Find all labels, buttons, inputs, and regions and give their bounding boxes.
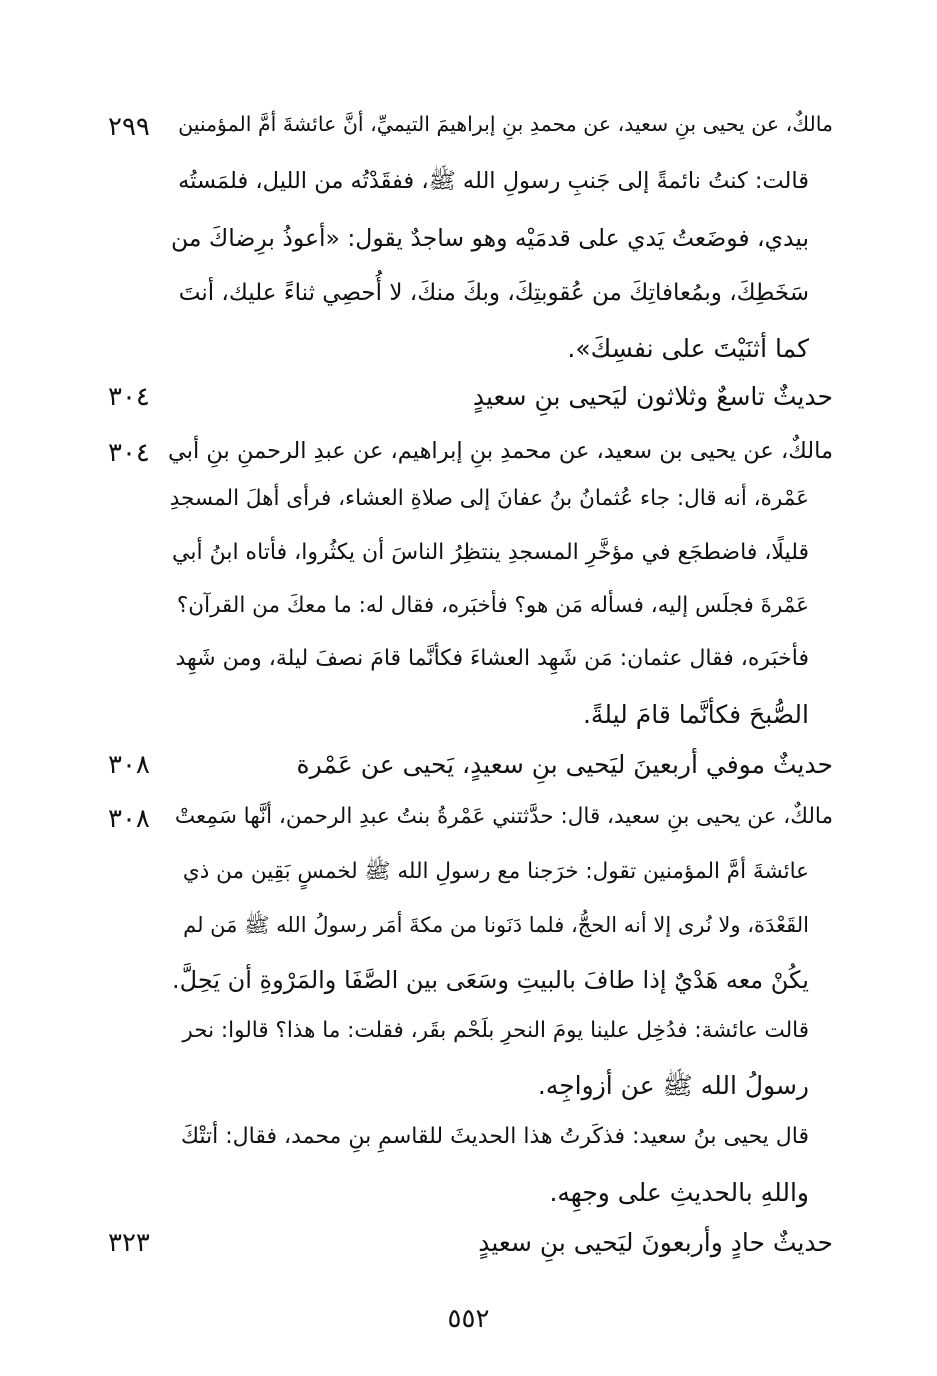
hadith-line: مالكٌ، عن يحيى بن سعيد، عن محمدِ بنِ إبراهيم، عن عبدِ الرحمنِ بنِ أبي (167, 438, 833, 464)
hadith-line: قليلًا، فاضطجَع في مؤخَّرِ المسجدِ ينتظِرُ الناسَ أن يكثُروا، فأتاه ابنُ أبي (172, 540, 809, 565)
hadith-line: عَمْرةَ فجلَس إليه، فسأله مَن هو؟ فأخبَره، فقال له: ما معكَ من القرآن؟ (176, 593, 809, 618)
hadith-line: كما أثنَيْتَ على نفسِكَ». (567, 334, 809, 363)
hadith-line: عَمْرة، أنه قال: جاء عُثمانُ بنُ عفانَ إلى صلاةِ العشاء، فرأى أهلَ المسجدِ (169, 486, 809, 511)
hadith-line: مالكٌ، عن يحيى بنِ سعيد، عن محمدِ بنِ إبراهيمَ التيميِّ، أنَّ عائشةَ أمَّ المؤمنين (178, 112, 833, 136)
hadith-line: رسولُ الله ﷺ عن أزواجِه. (537, 1071, 809, 1100)
hadith-line: يكُنْ معه هَدْيٌ إذا طافَ بالبيتِ وسَعَى بين الصَّفَا والمَرْوةِ أن يَحِلَّ. (172, 966, 809, 994)
heading-number: ٣٢٣ (108, 1228, 150, 1258)
hadith-line: قالت عائشة: فدُخِل علينا يومَ النحرِ بلَحْم بقَر، فقلت: ما هذا؟ قالوا: نحر (182, 1018, 809, 1043)
heading-number: ٣٠٤ (108, 382, 150, 412)
hadith-line: واللهِ بالحديثِ على وجهِه. (549, 1178, 809, 1207)
section-heading: حديثٌ حادٍ وأربعونَ ليَحيى بنِ سعيدٍ (478, 1228, 833, 1257)
hadith-number: ٣٠٨ (108, 804, 150, 834)
hadith-line: قالت: كنتُ نائمةً إلى جَنبِ رسولِ الله ﷺ، ففقَدْتُه من الليل، فلمَستُه (178, 168, 809, 194)
hadith-line: الصُّبحَ فكأنَّما قامَ ليلةً. (582, 700, 809, 729)
hadith-line: مالكٌ، عن يحيى بنِ سعيد، قال: حدَّثتني عَمْرةُ بنتُ عبدِ الرحمن، أنَّها سَمِعتْ (174, 804, 833, 829)
hadith-line: عائشةَ أمَّ المؤمنين تقول: خرَجنا مع رسولِ الله ﷺ لخمسٍ بَقِين من ذي (182, 859, 809, 884)
hadith-line: قال يحيى بنُ سعيد: فذكَرتُ هذا الحديثَ للقاسمِ بنِ محمد، فقال: أتتْكَ (180, 1124, 809, 1149)
section-heading: حديثٌ تاسعٌ وثلاثون ليَحيى بنِ سعيدٍ (472, 382, 833, 411)
hadith-number: ٣٠٤ (108, 438, 150, 468)
hadith-line: بيدي، فوضَعتُ يَدي على قدمَيْه وهو ساجدٌ يقول: «أعوذُ برِضاكَ من (170, 224, 809, 252)
hadith-number: ٢٩٩ (108, 112, 150, 142)
page-number: ٥٥٢ (447, 1304, 490, 1334)
hadith-line: القَعْدَة، ولا نُرى إلا أنه الحجُّ، فلما دَنَونا من مكةَ أمَر رسولُ الله ﷺ مَن لم (183, 913, 809, 937)
section-heading: حديثٌ موفي أربعينَ ليَحيى بنِ سعيدٍ، يَحيى عن عَمْرة (296, 750, 833, 779)
heading-number: ٣٠٨ (108, 750, 150, 780)
hadith-line: سَخَطِكَ، وبمُعافاتِكَ من عُقوبتِكَ، وبكَ منكَ، لا أُحصِي ثناءً عليك، أنتَ (178, 280, 809, 306)
hadith-line: فأخبَره، فقال عثمان: مَن شَهِد العشاءَ فكأنَّما قامَ نصفَ ليلة، ومن شَهِد (175, 646, 809, 671)
